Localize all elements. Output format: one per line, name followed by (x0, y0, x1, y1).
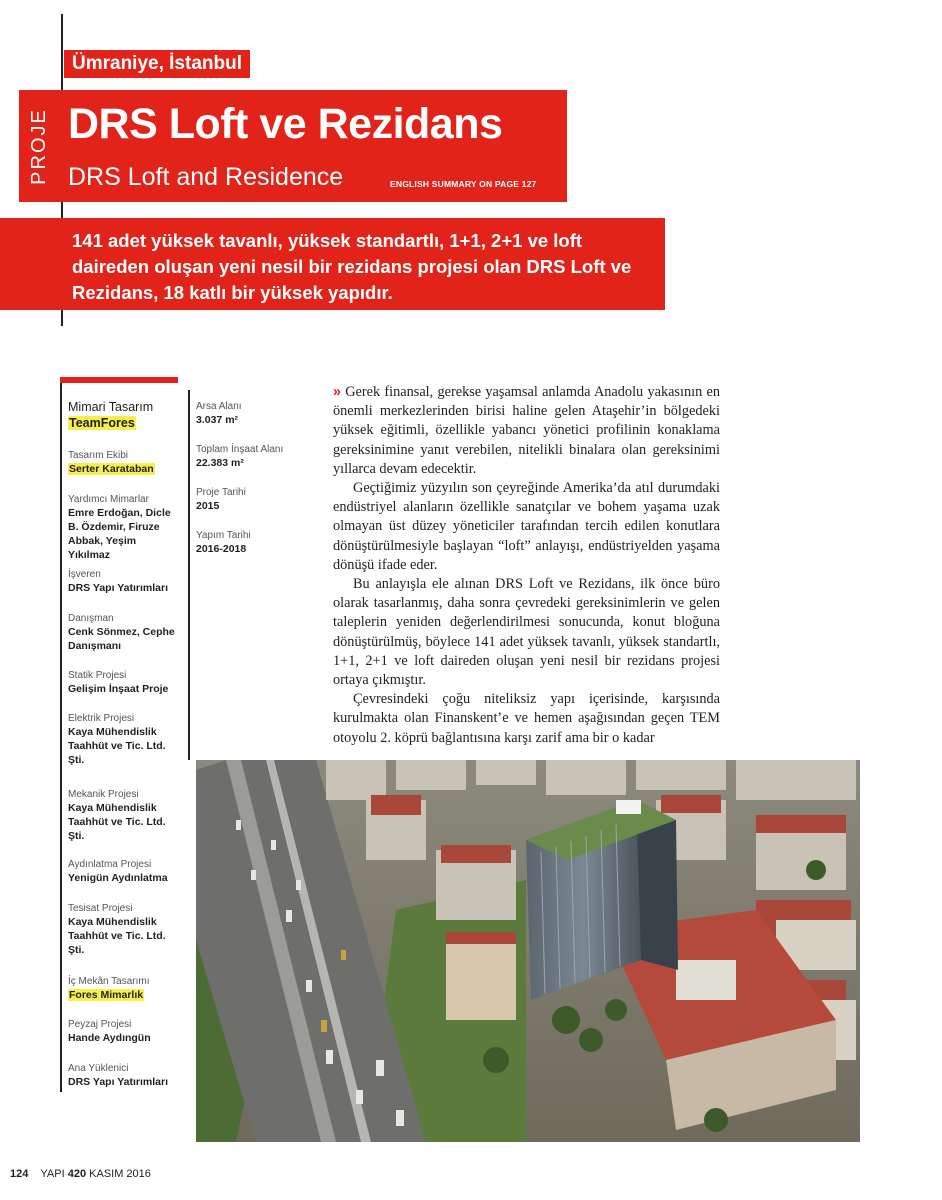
paragraph: Bu anlayışla ele alınan DRS Loft ve Rezidans, ilk önce büro olarak tasarlanmış, daha sonra çevredeki gereksinimlerin ve gelen taleplerin yeniden değerlendirilmesi sonucunda, konut bloğuna dönüştürülmüş, böylece 141 adet yüksek tavanlı, yüksek standartlı, 1+1, 2+1 ve loft daireden oluşan yeni nesil bir rezidans projesi ortaya çıkmıştır. (333, 576, 720, 689)
credit-isveren: İşveren DRS Yapı Yatırımları (68, 568, 180, 595)
paragraph: Çevresindeki çoğu niteliksiz yapı içerisinde, karşısında kurulmakta olan Finanskent’e ve hemen aşağısından geçen TEM otoyolu 2. köprü bağlantısına karşı zarif ama bir o kadar (333, 691, 720, 746)
aerial-photo (196, 760, 860, 1142)
magazine-name: YAPI (40, 1168, 65, 1180)
credit-tasarim-ekibi: Tasarım Ekibi Serter Karataban (68, 450, 154, 475)
facts-column (188, 390, 308, 760)
page-footer (10, 1168, 151, 1180)
credit-danisman: Danışman Cenk Sönmez, Cephe Danışmanı (68, 612, 180, 653)
credit-value: DRS Yapı Yatırımları (68, 1076, 168, 1088)
credits-accent (60, 377, 178, 383)
credit-value: Cenk Sönmez, Cephe Danışmanı (68, 626, 175, 652)
page-subtitle: DRS Loft and Residence (68, 163, 344, 191)
credit-tesisat-projesi: Tesisat Projesi Kaya Mühendislik Taahhüt ve Tic. Ltd. Şti. (68, 902, 180, 957)
credit-value: Kaya Mühendislik Taahhüt ve Tic. Ltd. Şti. (68, 802, 166, 842)
fact-arsa-alani: Arsa Alanı 3.037 m² (196, 400, 308, 427)
credit-ic-mekan-tasarimi: İç Mekân Tasarımı Fores Mimarlık (68, 976, 150, 1001)
location-tag: Ümraniye, İstanbul (64, 50, 250, 78)
credit-value: Serter Karataban (69, 463, 154, 475)
credit-value: Kaya Mühendislik Taahhüt ve Tic. Ltd. Şti. (68, 726, 166, 766)
paragraph: Geçtiğimiz yüzyılın son çeyreğinde Amerika’da atıl durumdaki endüstriyel alanların özellikle sanatçılar ve bohem yaşama uzak olmayan üst düzey yöneticiler tarafından tercih edilen konutlara dönüştürülmesiyle başlayan “loft” anlayışı, endüstriyelden yaşama dönüşü ifade eder. (333, 480, 720, 573)
credit-elektrik-projesi: Elektrik Projesi Kaya Mühendislik Taahhüt ve Tic. Ltd. Şti. (68, 712, 180, 767)
section-label-text: PROJE (27, 107, 50, 185)
fact-toplam-insaat-alani: Toplam İnşaat Alanı 22.383 m² (196, 443, 308, 470)
fact-value: 3.037 m² (196, 414, 239, 426)
english-summary-note: ENGLISH SUMMARY ON PAGE 127 (390, 179, 537, 189)
credit-value: Emre Erdoğan, Dicle B. Özdemir, Firuze Abbak, Yeşim Yıkılmaz (68, 507, 171, 561)
credit-yardimci-mimarlar: Yardımcı Mimarlar Emre Erdoğan, Dicle B. Özdemir, Firuze Abbak, Yeşim Yıkılmaz (68, 493, 180, 562)
fact-yapim-tarihi: Yapım Tarihi 2016-2018 (196, 529, 308, 556)
credit-mimari-tasarim: Mimari Tasarım TeamFores (68, 400, 154, 430)
intro-text: 141 adet yüksek tavanlı, yüksek standartlı, 1+1, 2+1 ve loft daireden oluşan yeni nesil bir rezidans projesi olan DRS Loft ve Rezidans, 18 katlı bir yüksek yapıdır. (72, 230, 632, 303)
issue-date: KASIM 2016 (89, 1168, 151, 1180)
credit-ana-yuklenici: Ana Yüklenici DRS Yapı Yatırımları (68, 1062, 180, 1089)
credit-value: Hande Aydıngün (68, 1032, 151, 1044)
paragraph: » Gerek finansal, gerekse yaşamsal anlamda Anadolu yakasının en önemli merkezlerinden birisi haline gelen Ataşehir’in bölgedeki yüksek eğitimli, özellikle yabancı yönetici profilinin konaklama gereksinimine yanıt verebilen, nitelikli binalara olan gereksinimi yıllarca devam edecektir. (333, 384, 720, 477)
paragraph-marker: » (333, 384, 341, 400)
credit-aydinlatma-projesi: Aydınlatma Projesi Yenigün Aydınlatma (68, 858, 180, 885)
facts-rule (188, 390, 190, 760)
credit-statik-projesi: Statik Projesi Gelişim İnşaat Proje (68, 669, 180, 696)
credit-value: Yenigün Aydınlatma (68, 872, 168, 884)
credits-rule (60, 377, 62, 1092)
section-label (23, 101, 55, 191)
credit-mekanik-projesi: Mekanik Projesi Kaya Mühendislik Taahhüt ve Tic. Ltd. Şti. (68, 788, 180, 843)
fact-proje-tarihi: Proje Tarihi 2015 (196, 486, 308, 513)
fact-value: 2016-2018 (196, 543, 247, 555)
credits-column (60, 377, 178, 1092)
credit-peyzaj-projesi: Peyzaj Projesi Hande Aydıngün (68, 1018, 180, 1045)
credit-value: DRS Yapı Yatırımları (68, 582, 168, 594)
credit-value: Gelişim İnşaat Proje (68, 683, 169, 695)
credit-value: Fores Mimarlık (69, 989, 144, 1001)
article-body (333, 383, 720, 748)
fact-value: 22.383 m² (196, 457, 244, 469)
fact-value: 2015 (196, 500, 220, 512)
issue-number: 420 (67, 1168, 87, 1180)
page-title: DRS Loft ve Rezidans (68, 100, 503, 148)
page-number: 124 (10, 1168, 29, 1180)
credit-value: TeamFores (69, 416, 135, 430)
credit-value: Kaya Mühendislik Taahhüt ve Tic. Ltd. Şti. (68, 916, 166, 956)
